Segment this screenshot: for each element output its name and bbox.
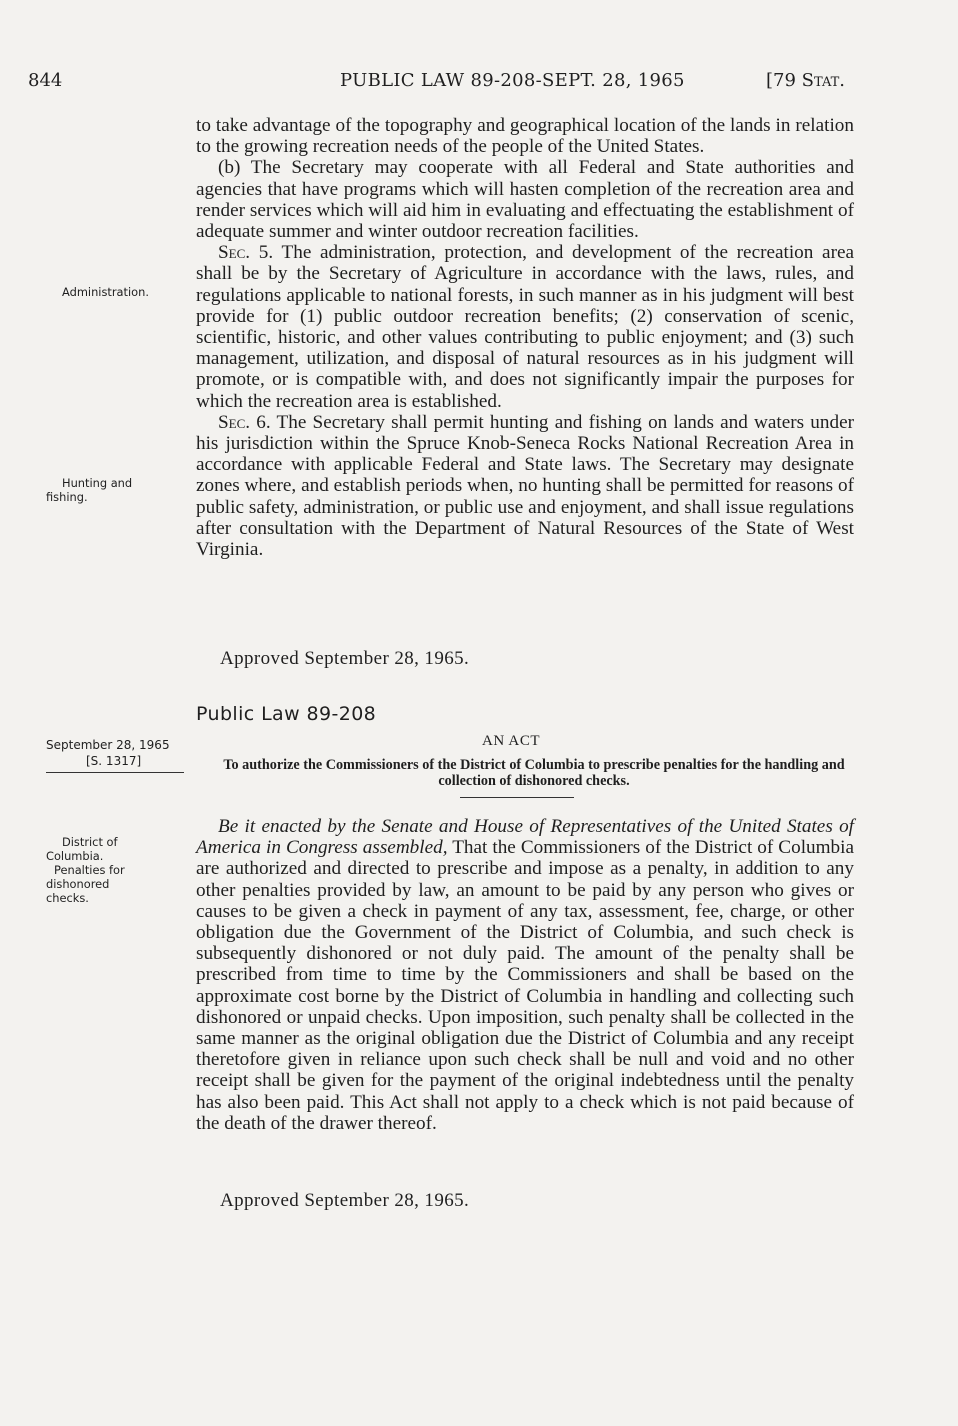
margin-divider — [46, 772, 184, 773]
paragraph-section-6 — [196, 412, 854, 560]
margin-note-hunting-line2: fishing. — [46, 490, 88, 504]
margin-note-bill: [S. 1317] — [86, 754, 142, 768]
section-5-text: The administration, protection, and development of the recreation area shall be by the Secretary of Agriculture in accordance with the laws, rules, and regulations applicable to national forests, in such manner as in his judgment will best provide for (1) public outdoor recreation benefits; (2) conservation of scenic, scientific, historic, and other values contributing to public enjoyment; and (3) such management, utilization, and disposal of natural resources as in his judgment will promote, or is compatible with, and does not significantly impair the purposes for which the recreation area is established. — [196, 242, 854, 412]
paragraph-continuation: to take advantage of the topography and geographical location of the lands in relation to the growing recreation needs of the people of the United States. — [196, 115, 854, 158]
running-title: PUBLIC LAW 89-208-SEPT. 28, 1965 — [340, 70, 685, 91]
act-divider — [460, 797, 574, 798]
an-act-heading: AN ACT — [482, 733, 541, 749]
margin-note-district — [46, 835, 186, 905]
approval-line-1: Approved September 28, 1965. — [220, 648, 470, 669]
volume-suffix: Stat. — [801, 70, 846, 91]
section-text-continued — [196, 115, 854, 560]
margin-note-date: September 28, 1965 — [46, 738, 170, 752]
margin-note-district-line5: checks. — [46, 891, 89, 905]
paragraph-subsection-b: (b) The Secretary may cooperate with all Federal and State authorities and agencies that have programs which will hasten completion of the recreation area and render services which will aid him in evaluating and effectuating the establishment of adequate summer and winter outdoor recreation facilities. — [196, 157, 854, 243]
act-body — [196, 816, 854, 1134]
margin-note-hunting-line1: Hunting and — [62, 476, 133, 490]
enacting-clause: Be it enacted by the Senate and House of Representatives of the United States of America in Congress assembled, — [196, 816, 854, 859]
volume-reference — [766, 70, 845, 91]
page-number: 844 — [28, 70, 63, 91]
volume-prefix: [79 — [766, 70, 796, 91]
paragraph-section-5 — [196, 242, 854, 412]
public-law-title: Public Law 89-208 — [196, 703, 377, 725]
margin-note-administration: Administration. — [62, 285, 149, 299]
act-text: That the Commissioners of the District of Columbia are authorized and directed to prescribe and impose as a penalty, in addition to any other penalties provided by law, an amount to be paid by any person who gives or causes to be given a check in payment of any tax, assessment, fee, charge, or other obligation due the Government of the District of Columbia, and such check is subsequently dishonored or not duly paid. The amount of the penalty shall be prescribed from time to time by the Commissioners and shall be based on the approximate cost borne by the District of Columbia in handling and collecting such dishonored or unpaid checks. Upon imposition, such penalty shall be collected in the same manner as the original obligation due the District of Columbia and any receipt theretofore given in reliance upon such check shall be null and void and no other receipt shall be given for the payment of the original indebtedness until the penalty has also been paid. This Act shall not apply to a check which is not paid because of the death of the drawer thereof. — [196, 837, 854, 1134]
margin-note-hunting — [46, 476, 202, 504]
paragraph-enacting — [196, 816, 854, 1134]
margin-note-district-line3: Penalties for — [54, 863, 125, 877]
act-description: To authorize the Commissioners of the District of Columbia to prescribe penalties for the handling and collection of dishonored checks. — [223, 757, 845, 789]
approval-line-2: Approved September 28, 1965. — [220, 1190, 470, 1211]
section-5-label: Sec. 5. — [218, 242, 274, 264]
margin-note-district-line4: dishonored — [46, 877, 110, 891]
section-6-text: The Secretary shall permit hunting and fishing on lands and waters under his jurisdiction within the Spruce Knob-Seneca Rocks National Recreation Area in accordance with applicable Federal and State laws. The Secretary may designate zones where, and establish periods when, no hunting shall be permitted for reasons of public safety, administration, or public use and enjoyment, and shall issue regulations after consultation with the Department of Natural Resources of the State of West Virginia. — [196, 411, 854, 561]
margin-note-district-line2: Columbia. — [46, 849, 104, 863]
section-6-label: Sec. 6. — [218, 411, 271, 433]
margin-note-district-line1: District of — [62, 835, 118, 849]
